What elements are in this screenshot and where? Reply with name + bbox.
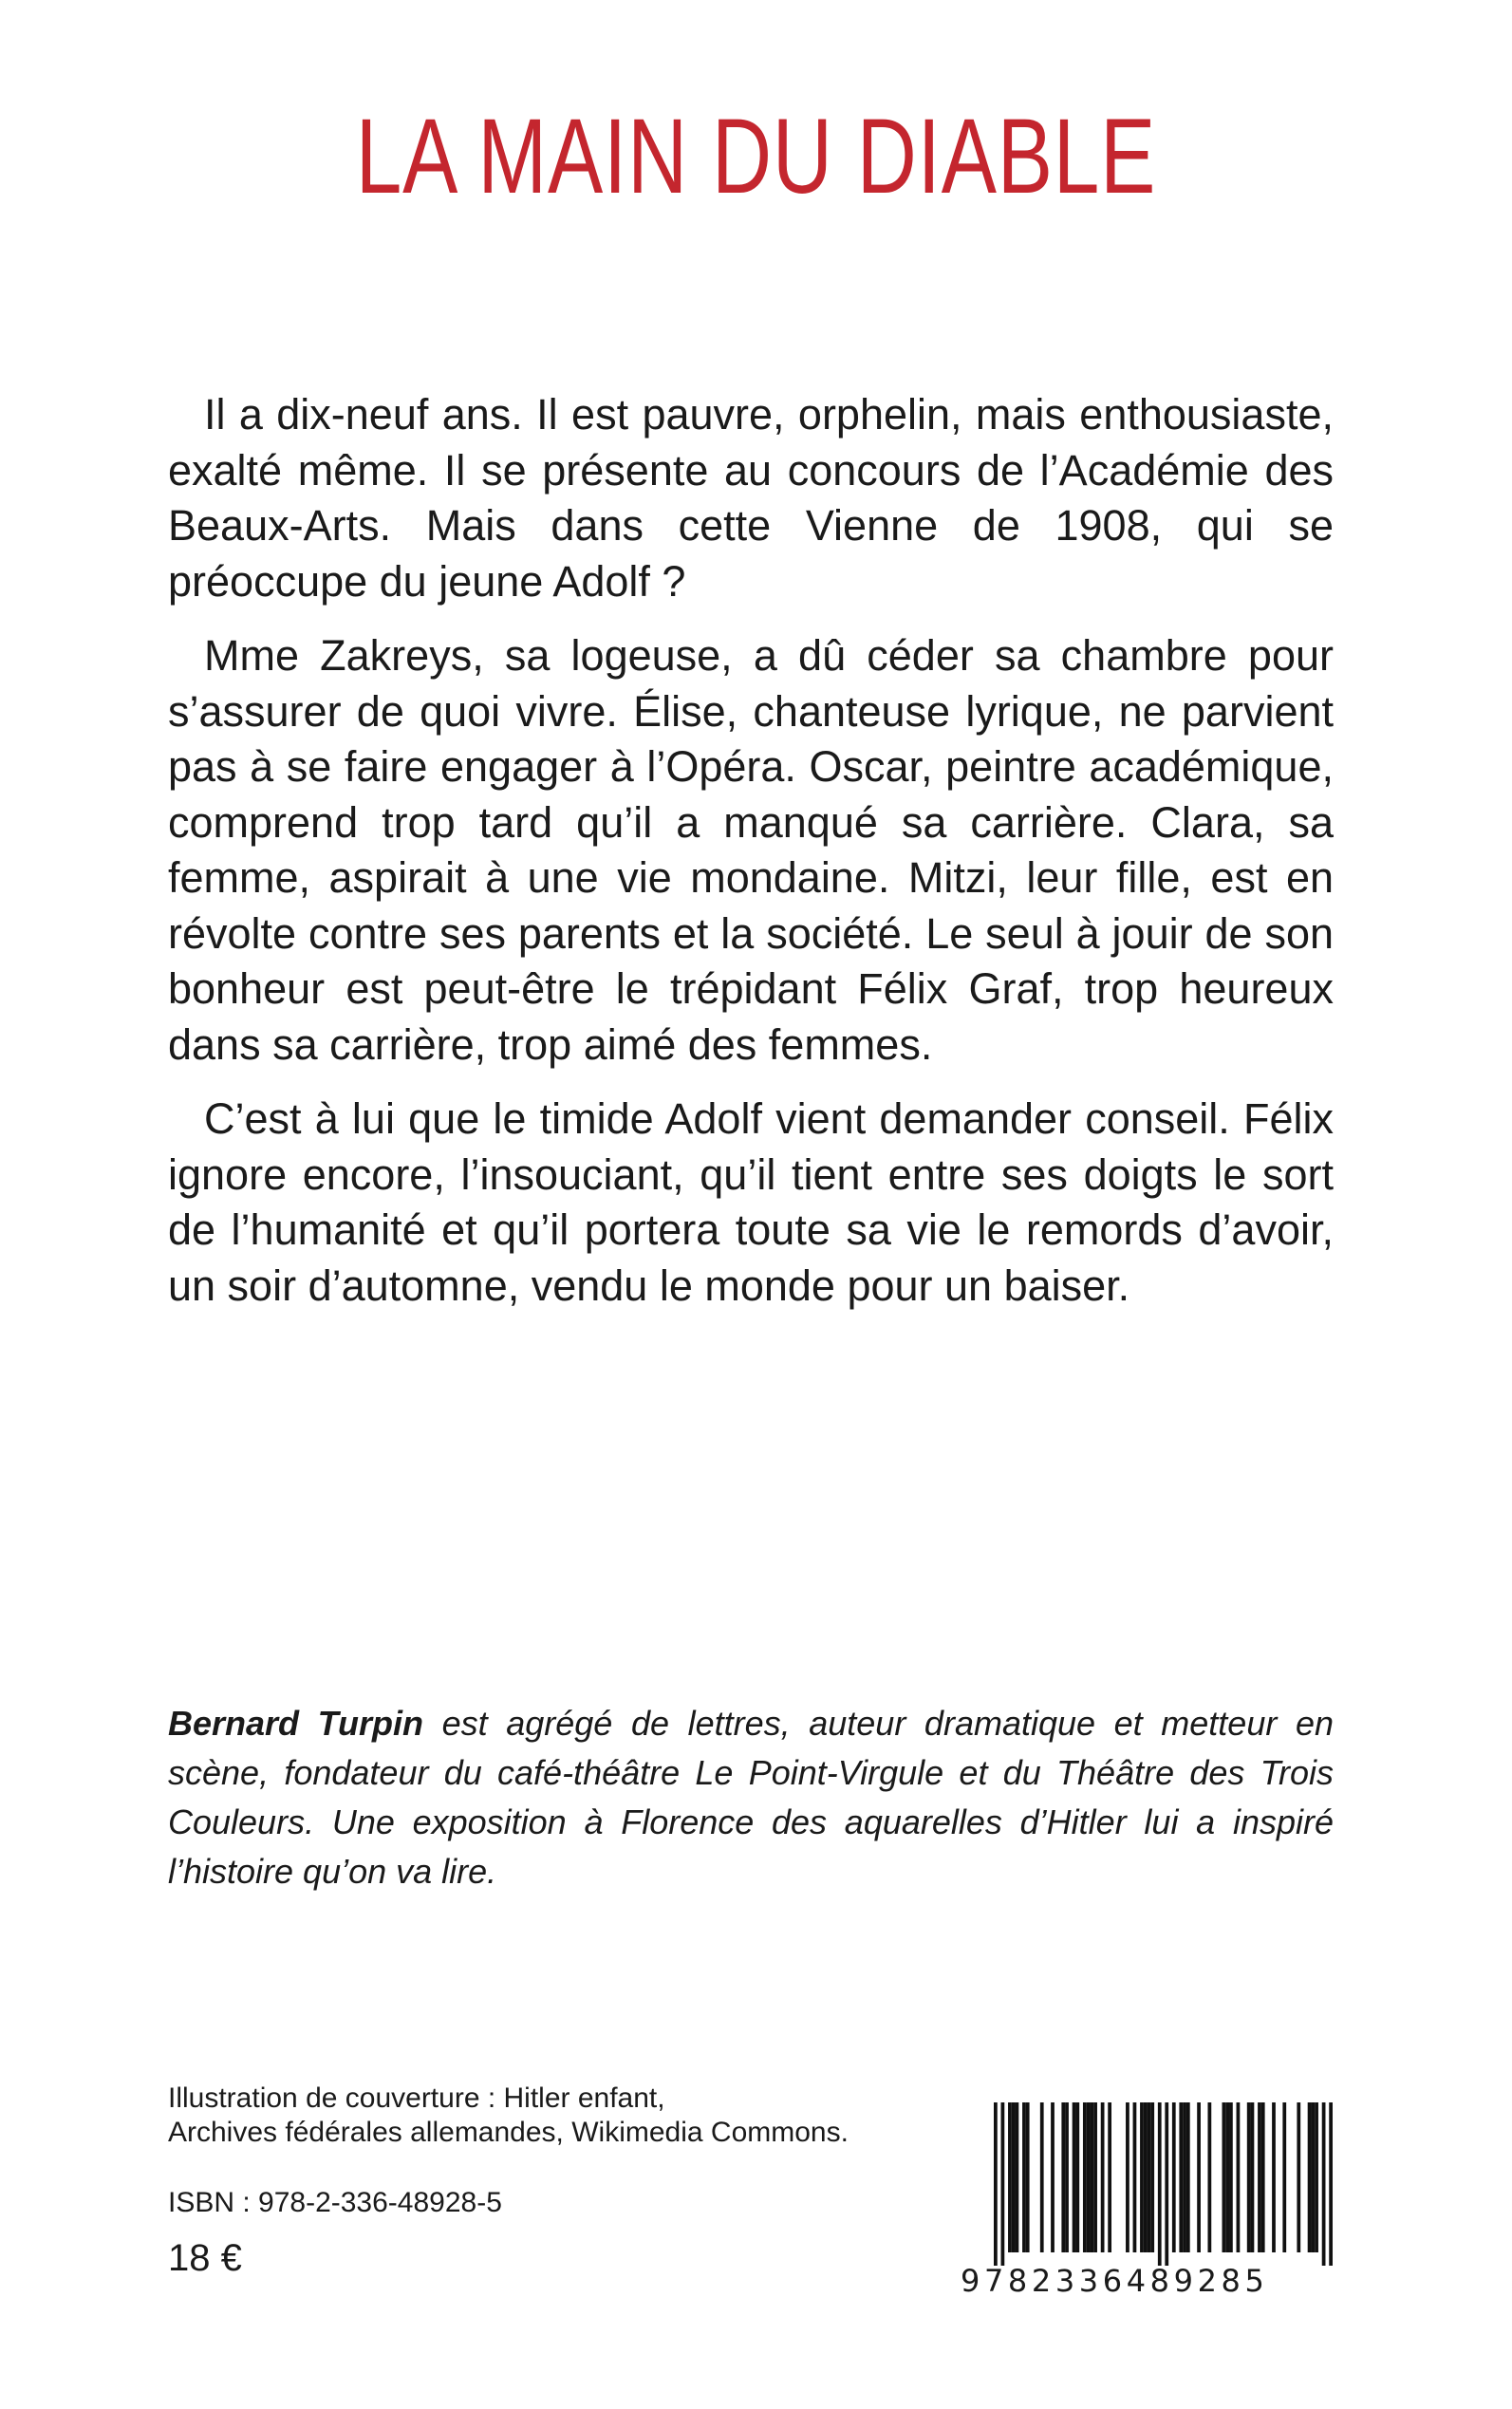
barcode-bar	[1311, 2102, 1315, 2252]
isbn: ISBN : 978-2-336-48928-5	[168, 2187, 502, 2218]
barcode-bar	[1016, 2102, 1019, 2252]
barcode-bar	[1297, 2102, 1300, 2252]
barcode-bar	[1101, 2102, 1105, 2252]
barcode-bar	[1158, 2102, 1162, 2266]
author-bio-text: est agrégé de lettres, auteur dramatique et metteur en scène, fondateur du café-théâtre Le Point-Virgule et du Théâtre des Trois Couleurs. Une exposition à Florence des aquarelles d’Hitler lui a inspiré l’histoire qu’on va lire.	[168, 1704, 1334, 1891]
barcode-bar	[1329, 2102, 1333, 2266]
barcode-bar	[1040, 2102, 1044, 2252]
barcode-bar	[1225, 2102, 1229, 2252]
barcode-bar	[1022, 2102, 1026, 2252]
barcode-bars	[994, 2102, 1333, 2266]
barcode-bar	[1207, 2102, 1211, 2252]
barcode-bar	[1272, 2102, 1276, 2252]
barcode-bar	[1247, 2102, 1251, 2252]
author-bio	[168, 1699, 1334, 1896]
barcode-bar	[1061, 2102, 1065, 2252]
barcode-bar	[1315, 2102, 1318, 2252]
barcode-bar	[1026, 2102, 1030, 2252]
barcode-bar	[1197, 2102, 1201, 2252]
barcode-bar	[1282, 2102, 1286, 2252]
price: 18 €	[168, 2237, 242, 2279]
barcode-bar	[1251, 2102, 1255, 2252]
barcode-bar	[1073, 2102, 1076, 2252]
barcode-bar	[1172, 2102, 1176, 2252]
barcode-bar	[1051, 2102, 1055, 2252]
barcode-bar	[1008, 2102, 1012, 2252]
blurb-paragraph: Mme Zakreys, sa logeuse, a dû céder sa chambre pour s’assurer de quoi vivre. Élise, chanteuse lyrique, ne parvient pas à se faire engager à l’Opéra. Oscar, peintre académique, comprend trop tard qu’il a manqué sa carrière. Clara, sa femme, aspirait à une vie mondaine. Mitzi, leur fille, est en révolte contre ses parents et la société. Le seul à jouir de son bonheur est peut-être le trépidant Félix Graf, trop heureux dans sa carrière, trop aimé des femmes.	[168, 631, 1334, 1069]
barcode-bar	[1223, 2102, 1226, 2252]
barcode-bar	[1126, 2102, 1129, 2252]
barcode-bar	[1229, 2102, 1233, 2252]
barcode-bar	[1140, 2102, 1144, 2252]
cover-credits	[168, 2082, 927, 2150]
barcode-bar	[1148, 2102, 1151, 2252]
barcode-bar	[994, 2102, 998, 2266]
barcode	[961, 2102, 1333, 2299]
barcode-bar	[1065, 2102, 1069, 2252]
barcode-bar	[1261, 2102, 1265, 2252]
barcode-bar	[1165, 2102, 1168, 2266]
barcode-bar	[1001, 2102, 1005, 2266]
barcode-bar	[1308, 2102, 1312, 2252]
barcode-bar	[1083, 2102, 1087, 2252]
credits-line: Archives fédérales allemandes, Wikimedia Commons.	[168, 2117, 849, 2148]
barcode-bar	[1075, 2102, 1079, 2252]
barcode-bar	[1087, 2102, 1091, 2252]
author-name: Bernard Turpin	[168, 1704, 423, 1743]
blurb-paragraph: Il a dix-neuf ans. Il est pauvre, orphelin, mais enthousiaste, exalté même. Il se présente au concours de l’Académie des Beaux-Arts. Mais dans cette Vienne de 1908, qui se préoccupe du jeune Adolf ?	[168, 390, 1334, 606]
barcode-bar	[1183, 2102, 1186, 2252]
barcode-bar	[1108, 2102, 1111, 2252]
credits-line: Illustration de couverture : Hitler enfant,	[168, 2082, 665, 2114]
blurb	[168, 387, 1334, 1333]
barcode-bar	[1144, 2102, 1148, 2252]
blurb-paragraph: C’est à lui que le timide Adolf vient demander conseil. Félix ignore encore, l’insouciant, qu’il tient entre ses doigts le sort de l’humanité et qu’il portera toute sa vie le remords d’avoir, un soir d’automne, vendu le monde pour un baiser.	[168, 1094, 1334, 1310]
barcode-bar	[1133, 2102, 1137, 2252]
barcode-digits: 9782336489285	[961, 2263, 1269, 2299]
barcode-bar	[1322, 2102, 1326, 2266]
barcode-bar	[1150, 2102, 1154, 2252]
barcode-bar	[1093, 2102, 1097, 2252]
barcode-bar	[1186, 2102, 1190, 2252]
barcode-bar	[1090, 2102, 1093, 2252]
barcode-bar	[1237, 2102, 1241, 2252]
barcode-bar	[1258, 2102, 1261, 2252]
barcode-bar	[1012, 2102, 1016, 2252]
barcode-bar	[1179, 2102, 1183, 2252]
book-title: LA MAIN DU DIABLE	[355, 97, 1157, 215]
